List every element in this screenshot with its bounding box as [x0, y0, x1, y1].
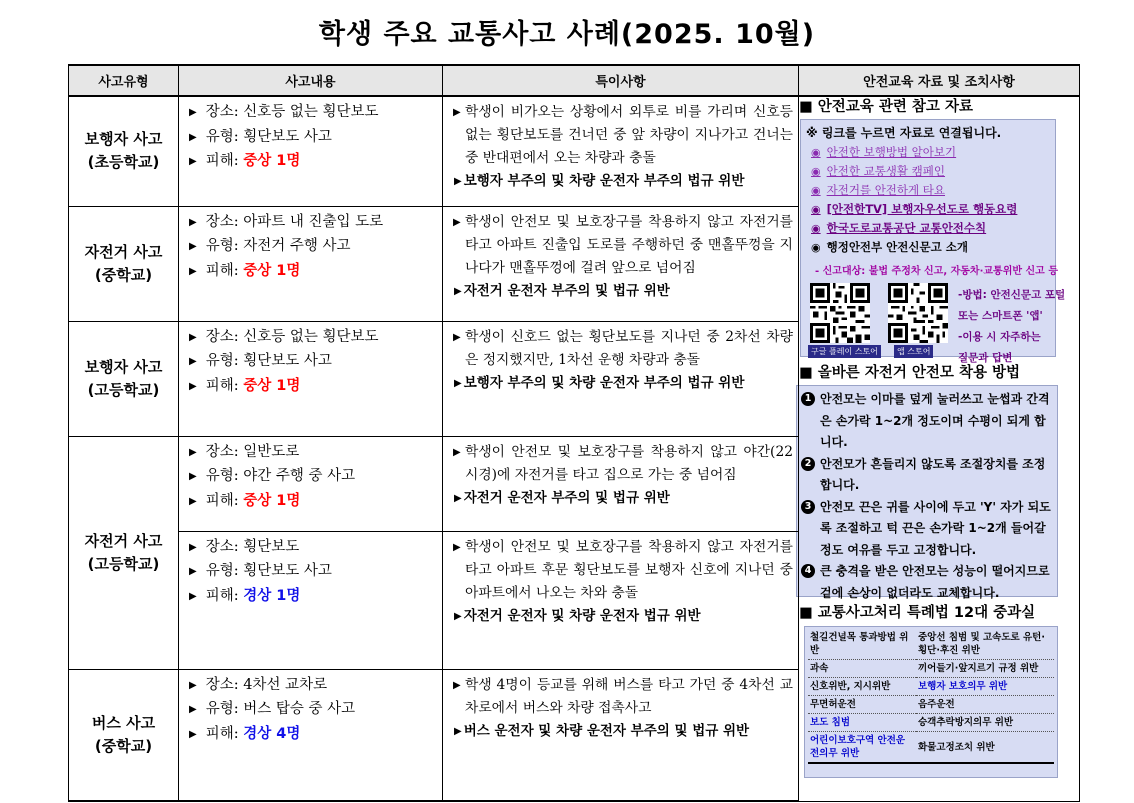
case-type-cell [69, 321, 179, 436]
case-damage-value: 경상 4명 [243, 725, 301, 742]
case-content-cell [179, 96, 443, 206]
accident-table [68, 64, 1080, 802]
triangle-bullet-icon: ▶ [454, 725, 462, 737]
triangle-bullet-icon: ▶ [189, 728, 197, 740]
case-content-cell [179, 321, 443, 436]
ref-section-title: ■ 안전교육 관련 참고 자료 [799, 99, 973, 115]
case-note: 학생이 안전모 및 보호장구를 착용하지 않고 자전거를 타고 아파트 후문 횡단보도를 보행자 신호에 지나던 중 아파트에서 나오는 차와 충돌 [465, 538, 793, 601]
case-type: 보행자 사고 [84, 357, 163, 376]
header-type: 사고유형 [69, 65, 179, 96]
qr-code-google-play-icon[interactable] [810, 283, 870, 343]
case-content-cell [179, 531, 443, 669]
circle-bullet-icon: ◉ [811, 203, 821, 216]
law-table [808, 629, 1054, 764]
case-type-cell [69, 669, 179, 801]
page-title: 학생 주요 교통사고 사례(2025. 10월) [318, 19, 816, 50]
qr-instructions: -방법: 안전신문고 포털 또는 스마트폰 '앱' -이용 시 자주하는 질문과 답변 [958, 289, 1066, 364]
header-content: 사고내용 [179, 65, 443, 96]
triangle-bullet-icon: ▶ [189, 331, 197, 343]
triangle-bullet-icon: ▶ [189, 446, 197, 458]
case-violation: 보행자 부주의 및 차량 운전자 부주의 법규 위반 [463, 173, 745, 189]
case-note: 학생이 안전모 및 보호장구를 착용하지 않고 야간(22시경)에 자전거를 타고 집으로 가는 중 넘어짐 [465, 443, 793, 483]
triangle-bullet-icon: ▶ [189, 156, 197, 167]
case-note-cell [443, 669, 799, 801]
helmet-item: 2 안전모가 흔들리지 않도록 조절장치를 조정합니다. [801, 454, 1053, 497]
triangle-bullet-icon: ▶ [189, 241, 197, 252]
case-note-cell [443, 436, 799, 531]
law-section-title: ■ 교통사고처리 특례법 12대 중과실 [799, 605, 1036, 621]
law-row: 어린이보호구역 안전운전의무 위반 화물고정조치 위반 [808, 732, 1054, 764]
case-type-cell [69, 96, 179, 206]
triangle-bullet-icon: ▶ [189, 265, 197, 277]
link-safety-report-intro: ◉ 행정안전부 안전신문고 소개 [811, 240, 968, 254]
law-row: 과속 끼어들기·앞지르기 규정 위반 [808, 660, 1054, 678]
case-damage-value: 중상 1명 [243, 262, 301, 279]
qr-caption-app-store: 앱 스토어 [894, 345, 933, 358]
link-traffic-campaign[interactable]: ◉ 안전한 교통생활 캠페인 [811, 164, 946, 178]
case-kind: 유형: 자전거 주행 사고 [205, 238, 351, 254]
case-school: (고등학교) [87, 554, 160, 573]
triangle-bullet-icon: ▶ [189, 356, 197, 367]
case-school: (중학교) [94, 736, 153, 755]
qr-code-app-store-icon[interactable] [888, 283, 948, 343]
qr-caption-google-play: 구글 플레이 스토어 [808, 345, 881, 358]
case-violation: 자전거 운전자 부주의 및 법규 위반 [463, 489, 670, 506]
case-note-cell [443, 206, 799, 321]
circle-bullet-icon: ◉ [811, 222, 821, 235]
triangle-bullet-icon: ▶ [189, 107, 197, 118]
case-place: 장소: 신호등 없는 횡단보도 [205, 328, 379, 345]
case-damage-value: 중상 1명 [243, 153, 301, 169]
helmet-item: 1 안전모는 이마를 덮게 눌러쓰고 눈썹과 간격은 손가락 1~2개 정도이며 수평이 되게 합니다. [801, 389, 1053, 454]
case-content-cell [179, 206, 443, 321]
number-badge-icon: 1 [801, 392, 815, 406]
triangle-bullet-icon: ▶ [189, 471, 197, 482]
case-damage-label: 피해: [205, 153, 244, 169]
case-violation: 버스 운전자 및 차량 운전자 부주의 및 법규 위반 [463, 722, 750, 739]
ref-box [800, 119, 1066, 364]
triangle-bullet-icon: ▶ [454, 377, 462, 389]
case-damage-value: 경상 1명 [243, 587, 301, 604]
case-violation: 자전거 운전자 및 차량 운전자 법규 위반 [463, 607, 701, 624]
case-damage-label: 피해: [205, 262, 244, 279]
case-damage-label: 피해: [205, 492, 244, 509]
triangle-bullet-icon: ▶ [453, 107, 461, 118]
link-road-authority[interactable]: ◉ 한국도로교통공단 교통안전수칙 [811, 221, 987, 235]
law-row: 신호위반, 지시위반 보행자 보호의무 위반 [808, 678, 1054, 696]
case-note-cell [443, 531, 799, 669]
triangle-bullet-icon: ▶ [189, 495, 197, 507]
case-damage-label: 피해: [205, 587, 244, 604]
header-resources: 안전교육 자료 및 조치사항 [799, 65, 1080, 96]
triangle-bullet-icon: ▶ [453, 679, 461, 691]
case-content-cell [179, 436, 443, 531]
case-kind: 유형: 버스 탑승 중 사고 [205, 701, 356, 717]
triangle-bullet-icon: ▶ [454, 285, 462, 297]
case-place: 장소: 신호등 없는 횡단보도 [205, 104, 379, 120]
triangle-bullet-icon: ▶ [454, 610, 462, 622]
link-safety-tv[interactable]: ◉ [안전한TV] 보행자우선도로 행동요령 [811, 202, 1018, 216]
circle-bullet-icon: ◉ [811, 241, 821, 254]
case-kind: 유형: 횡단보도 사고 [205, 353, 332, 369]
case-kind: 유형: 횡단보도 사고 [205, 128, 332, 145]
helmet-box [796, 385, 1058, 600]
case-type: 자전거 사고 [84, 242, 163, 261]
case-school: (초등학교) [87, 153, 160, 172]
case-note: 학생이 비가오는 상황에서 외투로 비를 가리며 신호등 없는 횡단보도를 건너던 중 앞 차량이 지나가고 건너는 중 반대편에서 오는 차량과 충돌 [465, 104, 793, 166]
case-type-cell [69, 206, 179, 321]
case-type-cell [69, 436, 179, 669]
link-walking-safety[interactable]: ◉ 안전한 보행방법 알아보기 [811, 145, 957, 159]
triangle-bullet-icon: ▶ [453, 216, 461, 228]
case-damage-label: 피해: [205, 725, 244, 742]
circle-bullet-icon: ◉ [811, 146, 821, 159]
case-note: 학생이 신호드 없는 횡단보도를 지나던 중 2차선 차량은 정지했지만, 1차선 운행 차량과 충돌 [465, 328, 793, 368]
case-note: 학생 4명이 등교를 위해 버스를 타고 가던 중 4차선 교차로에서 버스와 차량 접촉사고 [465, 676, 793, 716]
case-kind: 유형: 횡단보도 사고 [205, 563, 332, 579]
case-school: (중학교) [94, 265, 153, 284]
case-content-cell [179, 669, 443, 801]
law-row: 보도 침범 승객추락방지의무 위반 [808, 714, 1054, 732]
triangle-bullet-icon: ▶ [189, 590, 197, 602]
law-box [804, 626, 1058, 778]
helmet-section-title: ■ 올바른 자전거 안전모 착용 방법 [799, 365, 1021, 381]
triangle-bullet-icon: ▶ [453, 446, 461, 458]
triangle-bullet-icon: ▶ [454, 492, 462, 504]
case-type: 자전거 사고 [84, 531, 163, 550]
resources-cell [799, 96, 1080, 801]
triangle-bullet-icon: ▶ [189, 541, 197, 553]
circle-bullet-icon: ◉ [811, 184, 821, 197]
case-school: (고등학교) [87, 380, 160, 399]
number-badge-icon: 2 [801, 457, 815, 471]
header-notes: 특이사항 [443, 65, 799, 96]
case-violation: 보행자 부주의 및 차량 운전자 부주의 법규 위반 [463, 374, 745, 391]
case-damage-value: 중상 1명 [243, 492, 301, 509]
triangle-bullet-icon: ▶ [189, 131, 197, 143]
case-damage-value: 중상 1명 [243, 377, 301, 394]
link-bicycle-safety[interactable]: ◉ 자전거를 안전하게 타요 [811, 183, 946, 197]
case-violation: 자전거 운전자 부주의 및 법규 위반 [463, 282, 670, 299]
helmet-item: 4 큰 충격을 받은 안전모는 성능이 떨어지므로 겉에 손상이 없더라도 교체합니다. [801, 561, 1053, 604]
case-damage-label: 피해: [205, 377, 244, 394]
case-place: 장소: 아파트 내 진출입 도로 [205, 213, 384, 230]
triangle-bullet-icon: ▶ [189, 380, 197, 392]
number-badge-icon: 3 [801, 500, 815, 514]
triangle-bullet-icon: ▶ [453, 331, 461, 343]
case-note-cell [443, 96, 799, 206]
case-place: 장소: 일반도로 [205, 443, 300, 460]
helmet-item: 3 안전모 끈은 귀를 사이에 두고 'Y' 자가 되도록 조절하고 턱 끈은 손가락 1~2개 들어갈 정도 여유를 두고 고정합니다. [801, 497, 1053, 562]
case-note: 학생이 안전모 및 보호장구를 착용하지 않고 자전거를 타고 아파트 진출입 도로를 주행하던 중 맨홀뚜껑을 지나다가 맨홀뚜껑에 걸려 앞으로 넘어짐 [465, 213, 793, 276]
triangle-bullet-icon: ▶ [189, 704, 197, 715]
case-type: 보행자 사고 [84, 130, 163, 149]
case-note-cell [443, 321, 799, 436]
triangle-bullet-icon: ▶ [189, 566, 197, 577]
case-kind: 유형: 야간 주행 중 사고 [205, 468, 356, 484]
qr-row [806, 283, 1066, 364]
triangle-bullet-icon: ▶ [189, 216, 197, 228]
case-place: 장소: 4차선 교차로 [205, 676, 328, 693]
triangle-bullet-icon: ▶ [454, 176, 462, 187]
triangle-bullet-icon: ▶ [189, 679, 197, 691]
case-place: 장소: 횡단보도 [205, 538, 300, 555]
case-type: 버스 사고 [91, 713, 156, 732]
link-notice: ※ 링크를 누르면 자료로 연결됩니다. [806, 126, 1002, 140]
law-row: 무면허운전 음주운전 [808, 696, 1054, 714]
law-row: 철길건널목 통과방법 위반 중앙선 침범 및 고속도로 유턴·횡단·후진 위반 [808, 629, 1054, 660]
report-targets: - 신고대상: 불법 주정차 신고, 자동차·교통위반 신고 등 [815, 266, 1058, 277]
number-badge-icon: 4 [801, 564, 815, 578]
circle-bullet-icon: ◉ [811, 165, 821, 178]
triangle-bullet-icon: ▶ [453, 541, 461, 553]
